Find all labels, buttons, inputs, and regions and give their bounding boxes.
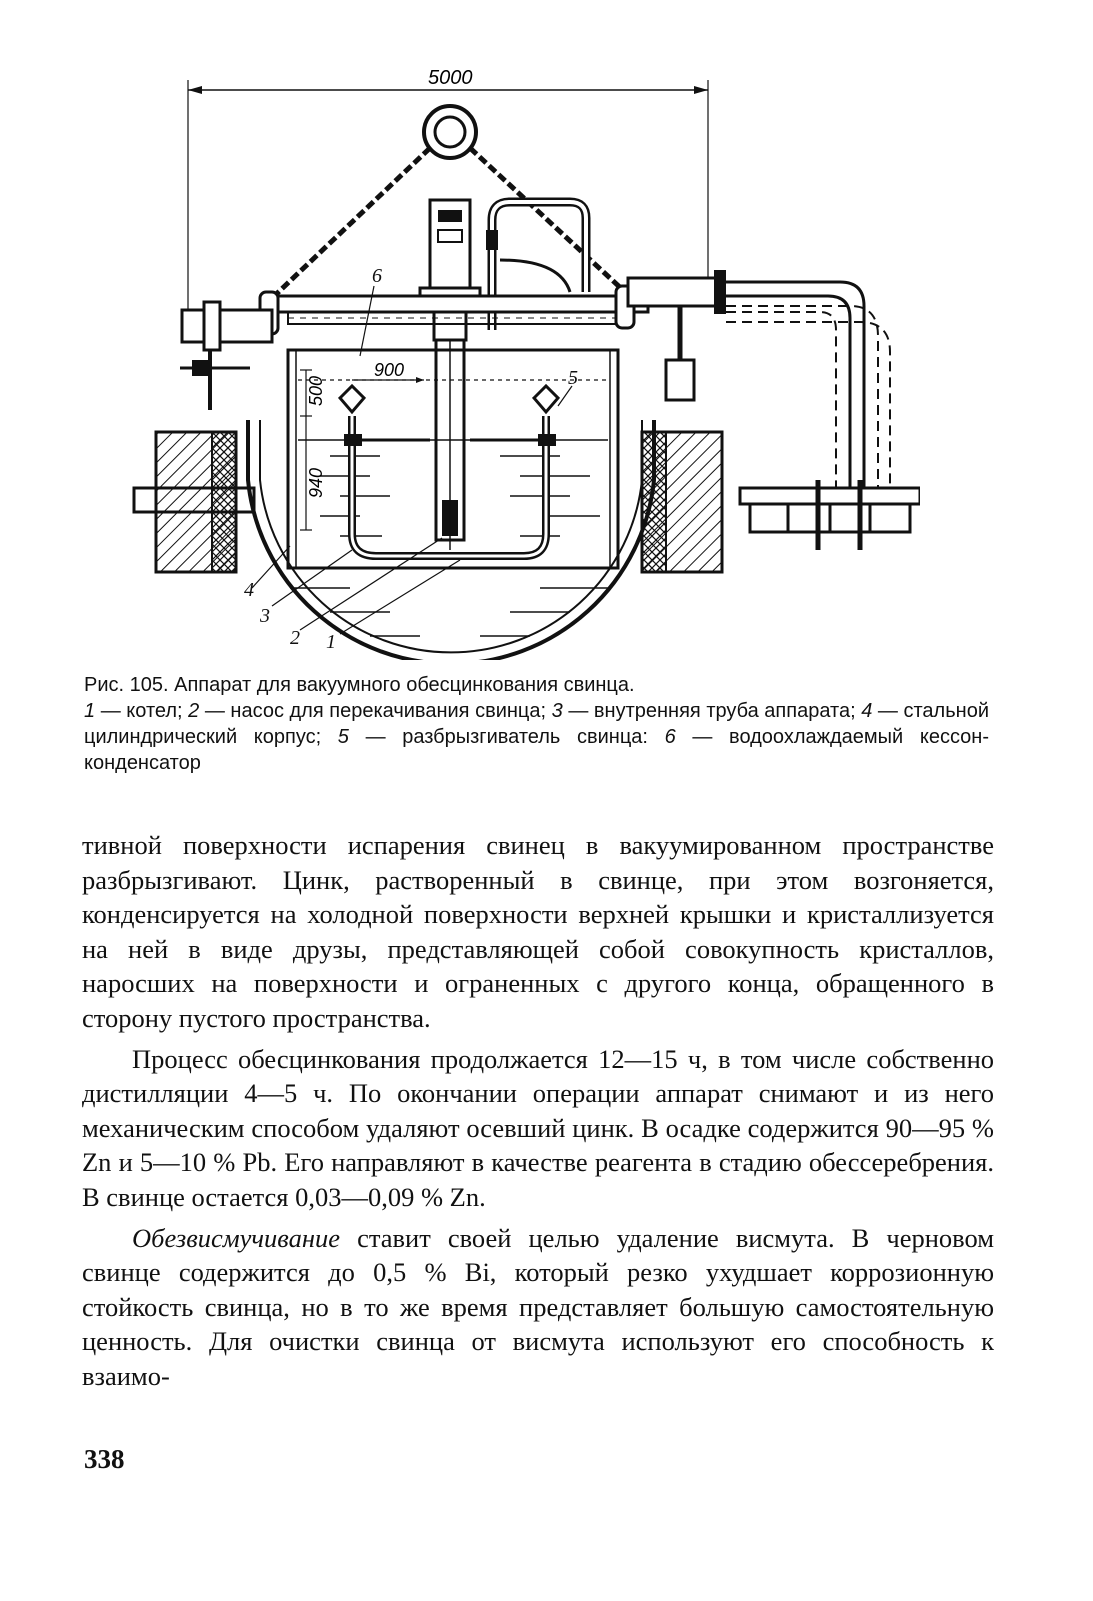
dim-label-inner: 900 (374, 360, 405, 380)
term-italic: Обезвисмучивание (132, 1222, 341, 1253)
page-number: 338 (84, 1444, 125, 1474)
legend-text: — котел; (95, 700, 189, 722)
legend-text: — насос для перекачивания свинца; (199, 700, 552, 722)
caption-legend (84, 698, 989, 776)
callout-6: 6 (372, 265, 382, 287)
legend-num: 2 (188, 700, 200, 722)
legend-text: — разбрызгиватель свинца: (348, 726, 665, 748)
callout-1: 1 (326, 631, 336, 653)
right-platform (740, 480, 920, 550)
paragraph-1: тивной поверхности испарения свинец в вакуумированном пространстве разбрызгивают. Цинк, растворенный в свинце, при этом возгоняется, конденсируется на холодной поверхности верхней крышки и кристаллизуется на ней в виде друзы, представляющей собой совокупность кристаллов, наросших на поверхности и ограненных с другого конца, обращенного в сторону пустого пространства. (82, 830, 994, 1033)
left-beam (180, 302, 272, 410)
legend-num: 1 (84, 700, 96, 722)
paragraph-3-rest: ставит своей целью удаление висмута. В черновом свинце содержится до 0,5 % Bi, который резко ухудшает коррозионную стойкость свинца, но в то же время представляет большую самостоятельную ценность. Для очистки свинца от висмута используют его способность к взаимо- (82, 1222, 994, 1391)
pump-column (420, 200, 480, 550)
legend-text: — стальной цилиндрический корпус; (84, 700, 989, 748)
dimension-inner (352, 360, 424, 383)
legend-num: 6 (664, 726, 676, 748)
dim-label-width: 5000 (428, 67, 473, 89)
body-text (82, 828, 994, 1400)
figure-caption (84, 672, 989, 776)
dimension-height (300, 370, 326, 530)
caption-title: Рис. 105. Аппарат для вакуумного обесцинкования свинца. (84, 674, 635, 696)
callout-2: 2 (290, 627, 300, 649)
paragraph-3 (82, 1221, 994, 1394)
dim-label-height-lower: 940 (306, 467, 326, 498)
callout-3: 3 (260, 605, 270, 627)
callout-5: 5 (568, 367, 578, 389)
right-beam (628, 270, 726, 400)
dim-label-height-upper: 500 (306, 375, 326, 406)
apparatus-drawing (120, 60, 920, 660)
legend-num: 3 (551, 700, 563, 722)
callout-4: 4 (244, 579, 254, 601)
legend-num: 5 (337, 726, 349, 748)
paragraph-2: Процесс обесцинкования продолжается 12—15 ч, в том числе собственно дистилляции 4—5 ч. По окончании операции аппарат снимают и из него механическим способом удаляют осевший цинк. В осадке содержится 90—95 % Zn и 5—10 % Pb. Его направляют в качестве реагента в стадию обессеребрения. В свинце остается 0,03—0,09 % Zn. (82, 1043, 994, 1212)
apparatus-figure (120, 60, 920, 660)
legend-num: 4 (861, 700, 873, 722)
legend-text: — внутренняя труба аппарата; (562, 700, 862, 722)
legend-text: — водоохлаждаемый кессон-конденсатор (84, 726, 990, 774)
